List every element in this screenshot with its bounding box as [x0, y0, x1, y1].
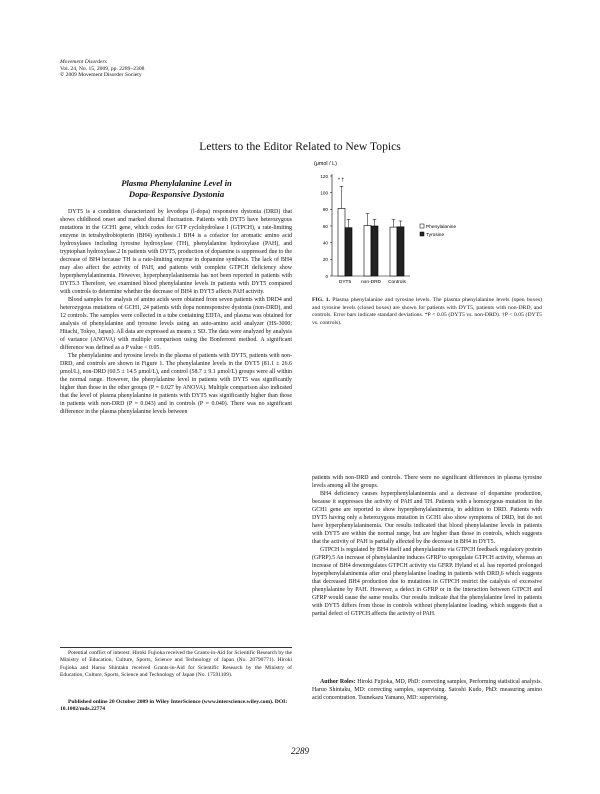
author-roles: [312, 678, 542, 702]
paragraph: The phenylalanine and tyrosine levels in the plasma of patients with DYT5, patients with non-DRD, and controls are shown in Figure 1. The phenylalanine levels in the DYT5 (81.1 ± 26.6 μmol/L), non-DRD (60.5 ± 14.5 μmol/L), and control (58.7 ± 9.1 μmol/L) groups were all within the normal range. However, the phenylalanine level in patients with DYT5 was significantly higher than those in the other groups (P = 0.027 by ANOVA). Multiple comparison also indicated that the level of plasma phenylalanine in patients with DYT5 was significantly higher than those in patients with non-DRD (P = 0.043) and in controls (P = 0.040). There was no significant difference in the plasma phenylalanine levels between: [60, 353, 292, 416]
paragraph: patients with non-DRD and controls. There were no significant differences in plasma tyrosine levels among all the groups.: [312, 475, 542, 490]
figure-caption: [312, 297, 542, 327]
figure-1-chart: [312, 158, 542, 292]
right-column: [312, 474, 542, 618]
journal-volume: Vol. 24, No. 15, 2009, pp. 2289–2308: [60, 65, 145, 72]
footnote-divider: [60, 647, 292, 648]
journal-header: [60, 59, 144, 79]
footnote-conflict: Potential conflict of interest: Hiroki Fujioka received the Grants-in-Aid for Scientific Research by the Ministry of Education, Culture, Sports, Science and Technology of Japan (No. 20790771). Hiroki Fujioka and Haruo Shintaku received Grants-in-Aid for Scientific Research by the Ministry of Education, Culture, Sports, Science and Technology of Japan (No. 17591109).: [60, 650, 292, 678]
x-tick-label: Controls: [388, 280, 406, 285]
journal-name: Movement Disorders: [60, 59, 107, 65]
paragraph: BH4 deficiency causes hyperphenylalaninemia and a decrease of dopamine production, because it suppresses the activity of PAH and TH. Patients with a homozygous mutation in the GCH1 gene are reported to show hyperphenylalaninemia, in addition to DRD. Patients with DYT5 having only a heterozygous mutation in GCH1 also show symptoms of DRD, but do not have hyperphenylalaninemia. Our results indicated that blood phenylalanine levels in patients with DYT5 are within the normal range, but are higher than those in controls, which suggests that the activity of PAH is partially affected by the decrease in BH4 in DYT5.: [312, 491, 542, 546]
article-title: [60, 178, 293, 200]
bar-tyrosine: [345, 228, 352, 276]
page-number: 2289: [291, 746, 309, 756]
significance-mark: * †: [338, 177, 345, 184]
y-tick-label: 100: [320, 190, 328, 196]
legend-swatch: [420, 224, 424, 228]
y-tick-label: 60: [322, 223, 328, 229]
article-title-line1: Plasma Phenylalanine Level in: [121, 178, 232, 188]
figure-label: FIG. 1.: [312, 297, 331, 303]
paragraph: GTPCH is regulated by BH4 itself and phenylalanine via GTPCH feedback regulatory protein (GFRP).5 An increase of phenylalanine induces GFRP to upregulate GTPCH activity, whereas an increase of BH4 downregulates GTPCH activity via GFRP. Hyland et al. has reported prolonged hyperphenylalaninemia after oral phenylalanine loading in patients with DRD,6 which suggests that decreased BH4 production due to mutations in GTPCH restrict the catalysis of excessive phenylalanine by PAH. However, a defect in GFRP or in the interaction between GTPCH and GFRP would cause the same results. Our results indicate that the phenylalanine level in patients with DYT5 differs from those in controls without phenylalanine loading, which suggests that a partial defect of GTPCH affects the activity of PAH.: [312, 547, 542, 618]
author-roles-text: Hiroki Fujioka, MD, PhD: correcting samples, Performing statistical analysis. Haruo Shintaku, MD: correcting samples, supervising. Satoshi Kudo, PhD: measuring amino acid concentration. Tsunekazu Yamano, MD: supervising.: [312, 679, 542, 702]
bar-phenylalanine: [338, 208, 345, 276]
legend-label: Tyrosine: [426, 233, 445, 238]
y-tick-label: 80: [322, 207, 328, 213]
legend-swatch: [420, 232, 424, 236]
paragraph: Blood samples for analysis of amino acids were obtained from seven patients with DRD4 and heterozygous mutations of GCH1, 24 patients with dopa nonresponsive dystonia (non-DRD), and 12 controls. The samples were collected in a tube containing EDTA, and plasma was obtained for analysis of phenylalanine and tyrosine levels using an auto-amino acid analyzer (HS-3000; Hitachi, Tokyo, Japan). All data are expressed as means ± SD. The data were analyzed by analysis of variance (ANOVA) with multiple comparison using the Bonferroni method. A significant difference was defined as a P value < 0.05.: [60, 297, 292, 352]
x-tick-label: non-DRD: [361, 280, 381, 285]
legend-label: Phenylalanine: [426, 225, 457, 230]
author-roles-label: Author Roles:: [320, 679, 356, 685]
y-axis-label: (μmol / L): [314, 161, 337, 167]
bar-phenylalanine: [364, 226, 371, 276]
bar-tyrosine: [371, 226, 378, 276]
x-tick-label: DYT5: [338, 280, 352, 285]
section-title: Letters to the Editor Related to New Topics: [199, 140, 401, 153]
figure-caption-text: Plasma phenylalanine and tyrosine levels. The plasma phenylalanine levels (open boxes) and tyrosine levels (closed boxes) are shown for patients with DYT5, patients with non-DRD, and controls. Error bars indicate standard deviations. *P < 0.05 (DYT5 vs. non-DRD). †P < 0.05 (DYT5 vs. controls).: [312, 297, 542, 326]
y-tick-label: 40: [322, 240, 328, 246]
paragraph: DYT5 is a condition characterized by levodopa (l-dopa) responsive dystonia (DRD) that shows childhood onset and marked diurnal fluctuation. Patients with DYT5 have heterozygous mutations in the GCH1 gene, which codes for GTP cyclohydrolase I (GTPCH), a rate-limiting enzyme in tetrahydrobiopterin (BH4) synthesis.1 BH4 is a cofactor for aromatic amino acid hydroxylases including tyrosine hydroxylase (TH), phenylalanine hydroxylase (PAH), and tryptophan hydroxylase.2 In patients with DYT5, production of dopamine is suppressed due to the decrease of BH4 because TH is a rate-limiting enzyme in dopamine synthesis. The lack of BH4 may also affect the activity of PAH, and patients with complete GTPCH deficiency show hyperphenylalaninemia. However, hyperphenylalaninemia has not been reported in patients with DYT5.3 Therefore, we examined blood phenylalanine levels in patients with DYT5 compared with controls to determine whether the decrease of BH4 in DYT5 affects PAH activity.: [60, 209, 292, 296]
y-tick-label: 0: [325, 273, 328, 279]
bar-phenylalanine: [390, 227, 397, 276]
publication-info: Published online 20 October 2009 in Wiley InterScience (www.interscience.wiley.com). DOI: 10.1002/mds.22774: [60, 699, 288, 713]
left-column: [60, 208, 292, 416]
bar-tyrosine: [397, 227, 404, 276]
article-title-line2: Dopa-Responsive Dystonia: [128, 189, 225, 199]
journal-copyright: © 2009 Movement Disorder Society: [60, 72, 142, 79]
y-tick-label: 20: [322, 257, 328, 263]
y-tick-label: 120: [320, 173, 328, 179]
